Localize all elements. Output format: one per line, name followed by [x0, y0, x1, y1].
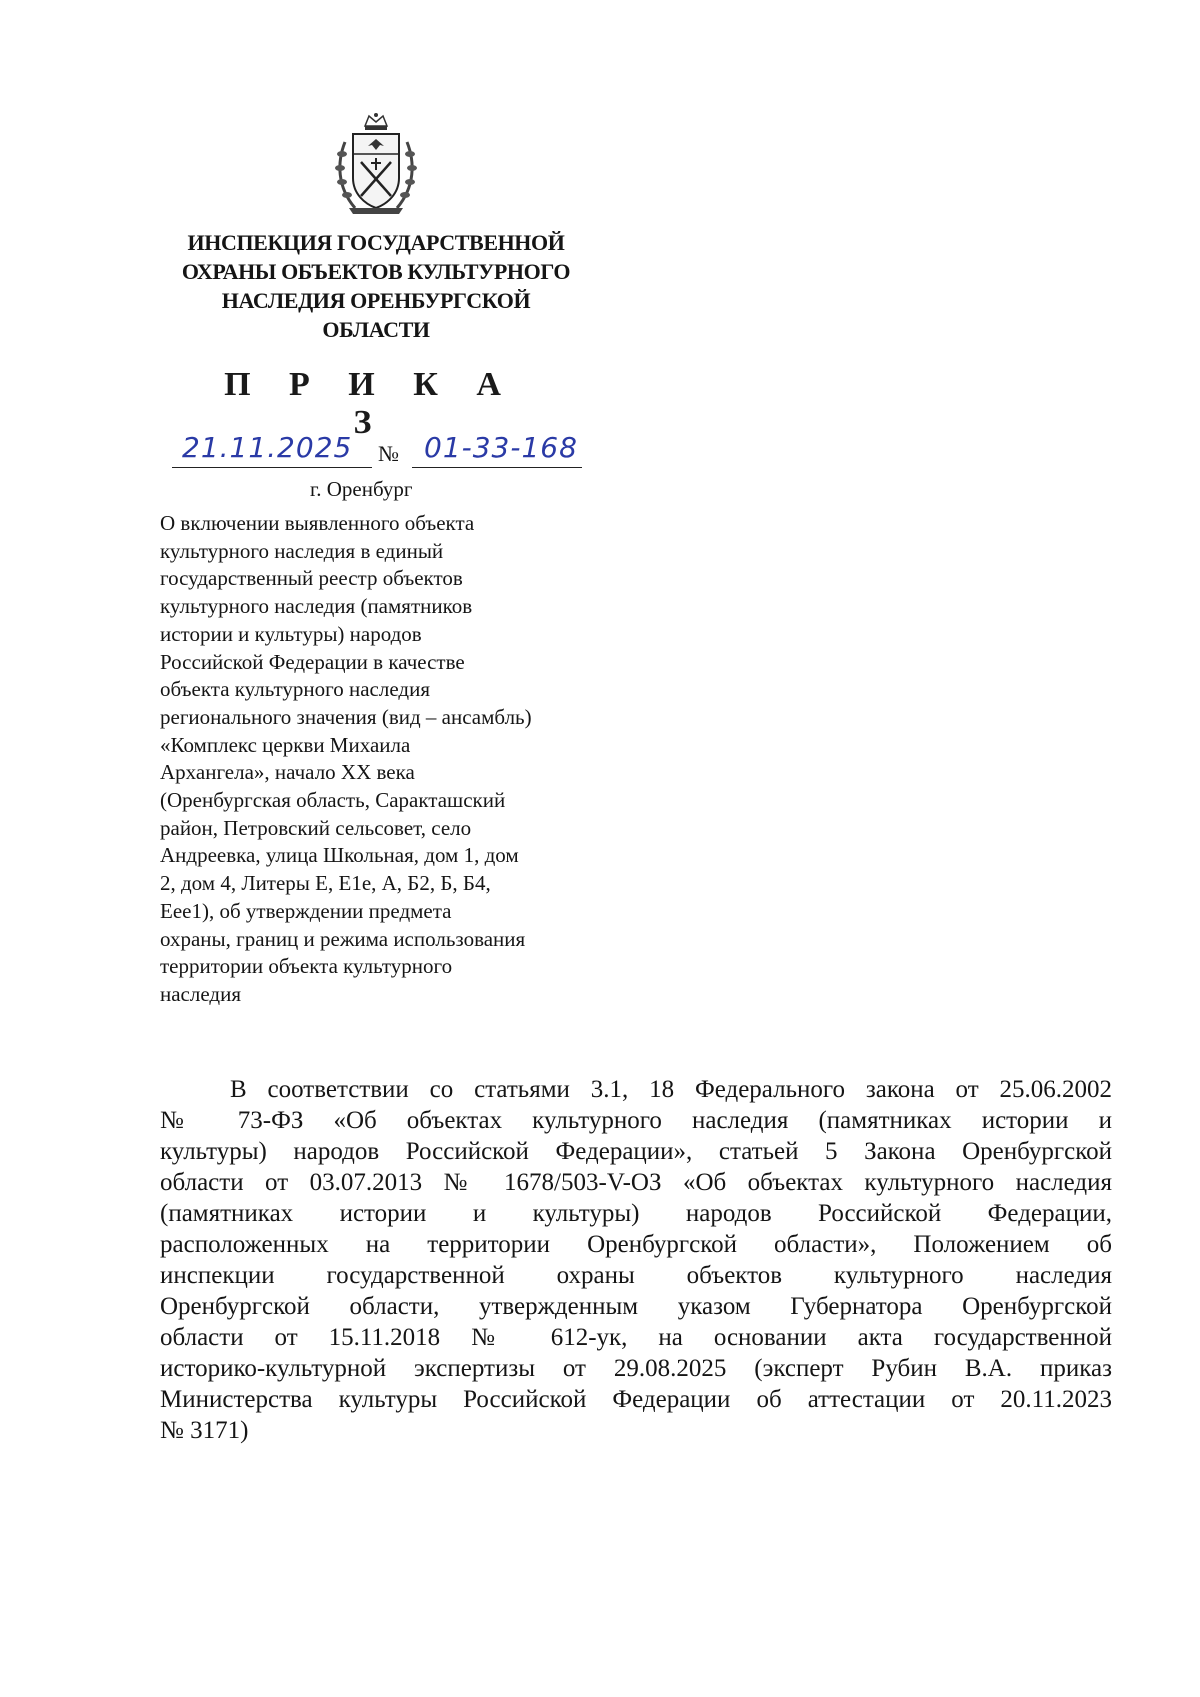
subject-line: регионального значения (вид – ансамбль) [160, 704, 532, 729]
handwritten-number: 01-33-168 [424, 431, 578, 464]
body-line: расположенных на территории Оренбургской области», Положением об [160, 1231, 1112, 1258]
subject-line: Андреевка, улица Школьная, дом 1, дом [160, 843, 519, 868]
authority-line: ОБЛАСТИ [322, 317, 430, 342]
order-body-paragraph [160, 1074, 1112, 1446]
body-line: инспекции государственной охраны объектов культурного наследия [160, 1262, 1112, 1289]
subject-line: истории и культуры) народов [160, 621, 422, 646]
subject-line: территории объекта культурного [160, 954, 453, 979]
issuing-authority [160, 228, 592, 344]
subject-line: 2, дом 4, Литеры Е, Е1е, А, Б2, Б, Б4, [160, 871, 491, 896]
subject-line: Архангела», начало XX века [160, 760, 415, 785]
body-line: В соответствии со статьями 3.1, 18 Федерального закона от 25.06.2002 [230, 1076, 1112, 1103]
body-line: № 73-ФЗ «Об объектах культурного наследия (памятниках истории и [160, 1107, 1112, 1134]
body-line: культуры) народов Российской Федерации», статьей 5 Закона Оренбургской [160, 1138, 1112, 1165]
body-line: области от 03.07.2013 № 1678/503-V-ОЗ «Об объектах культурного наследия [160, 1169, 1112, 1196]
number-underline [412, 467, 582, 468]
body-line: области от 15.11.2018 № 612-ук, на основании акта государственной [160, 1324, 1112, 1351]
city-label: г. Оренбург [310, 477, 413, 501]
order-subject [160, 510, 600, 1009]
date-number-line [172, 430, 612, 470]
authority-line: ОХРАНЫ ОБЪЕКТОВ КУЛЬТУРНОГО [181, 259, 571, 284]
subject-line: охраны, границ и режима использования [160, 926, 526, 951]
document-type-title: П Р И К А З [224, 366, 516, 441]
subject-line: объекта культурного наследия [160, 677, 430, 702]
subject-line: Российской Федерации в качестве [160, 649, 465, 674]
subject-line: наследия [160, 981, 241, 1006]
number-sign-label: № [378, 441, 399, 466]
body-line: Оренбургской области, утвержденным указом Губернатора Оренбургской [160, 1293, 1112, 1320]
body-line: историко-культурной экспертизы от 29.08.2025 (эксперт Рубин В.А. приказ [160, 1355, 1112, 1382]
authority-line: ИНСПЕКЦИЯ ГОСУДАРСТВЕННОЙ [187, 230, 565, 255]
body-line: Министерства культуры Российской Федерации об аттестации от 20.11.2023 [160, 1386, 1112, 1413]
authority-line: НАСЛЕДИЯ ОРЕНБУРГСКОЙ [221, 288, 531, 313]
subject-line: культурного наследия (памятников [160, 594, 473, 619]
subject-line: О включении выявленного объекта [160, 511, 475, 535]
subject-line: (Оренбургская область, Саракташский [160, 788, 506, 813]
subject-line: государственный реестр объектов [160, 566, 463, 591]
orenburg-coat-of-arms-icon [335, 112, 417, 216]
subject-line: «Комплекс церкви Михаила [160, 732, 411, 757]
date-underline [172, 467, 372, 468]
subject-line: Еее1), об утверждении предмета [160, 898, 452, 923]
body-line: (памятниках истории и культуры) народов Российской Федерации, [160, 1200, 1112, 1227]
body-line: № 3171) [160, 1417, 249, 1444]
subject-line: культурного наследия в единый [160, 538, 444, 563]
handwritten-date: 21.11.2025 [182, 431, 353, 464]
subject-line: район, Петровский сельсовет, село [160, 815, 472, 840]
